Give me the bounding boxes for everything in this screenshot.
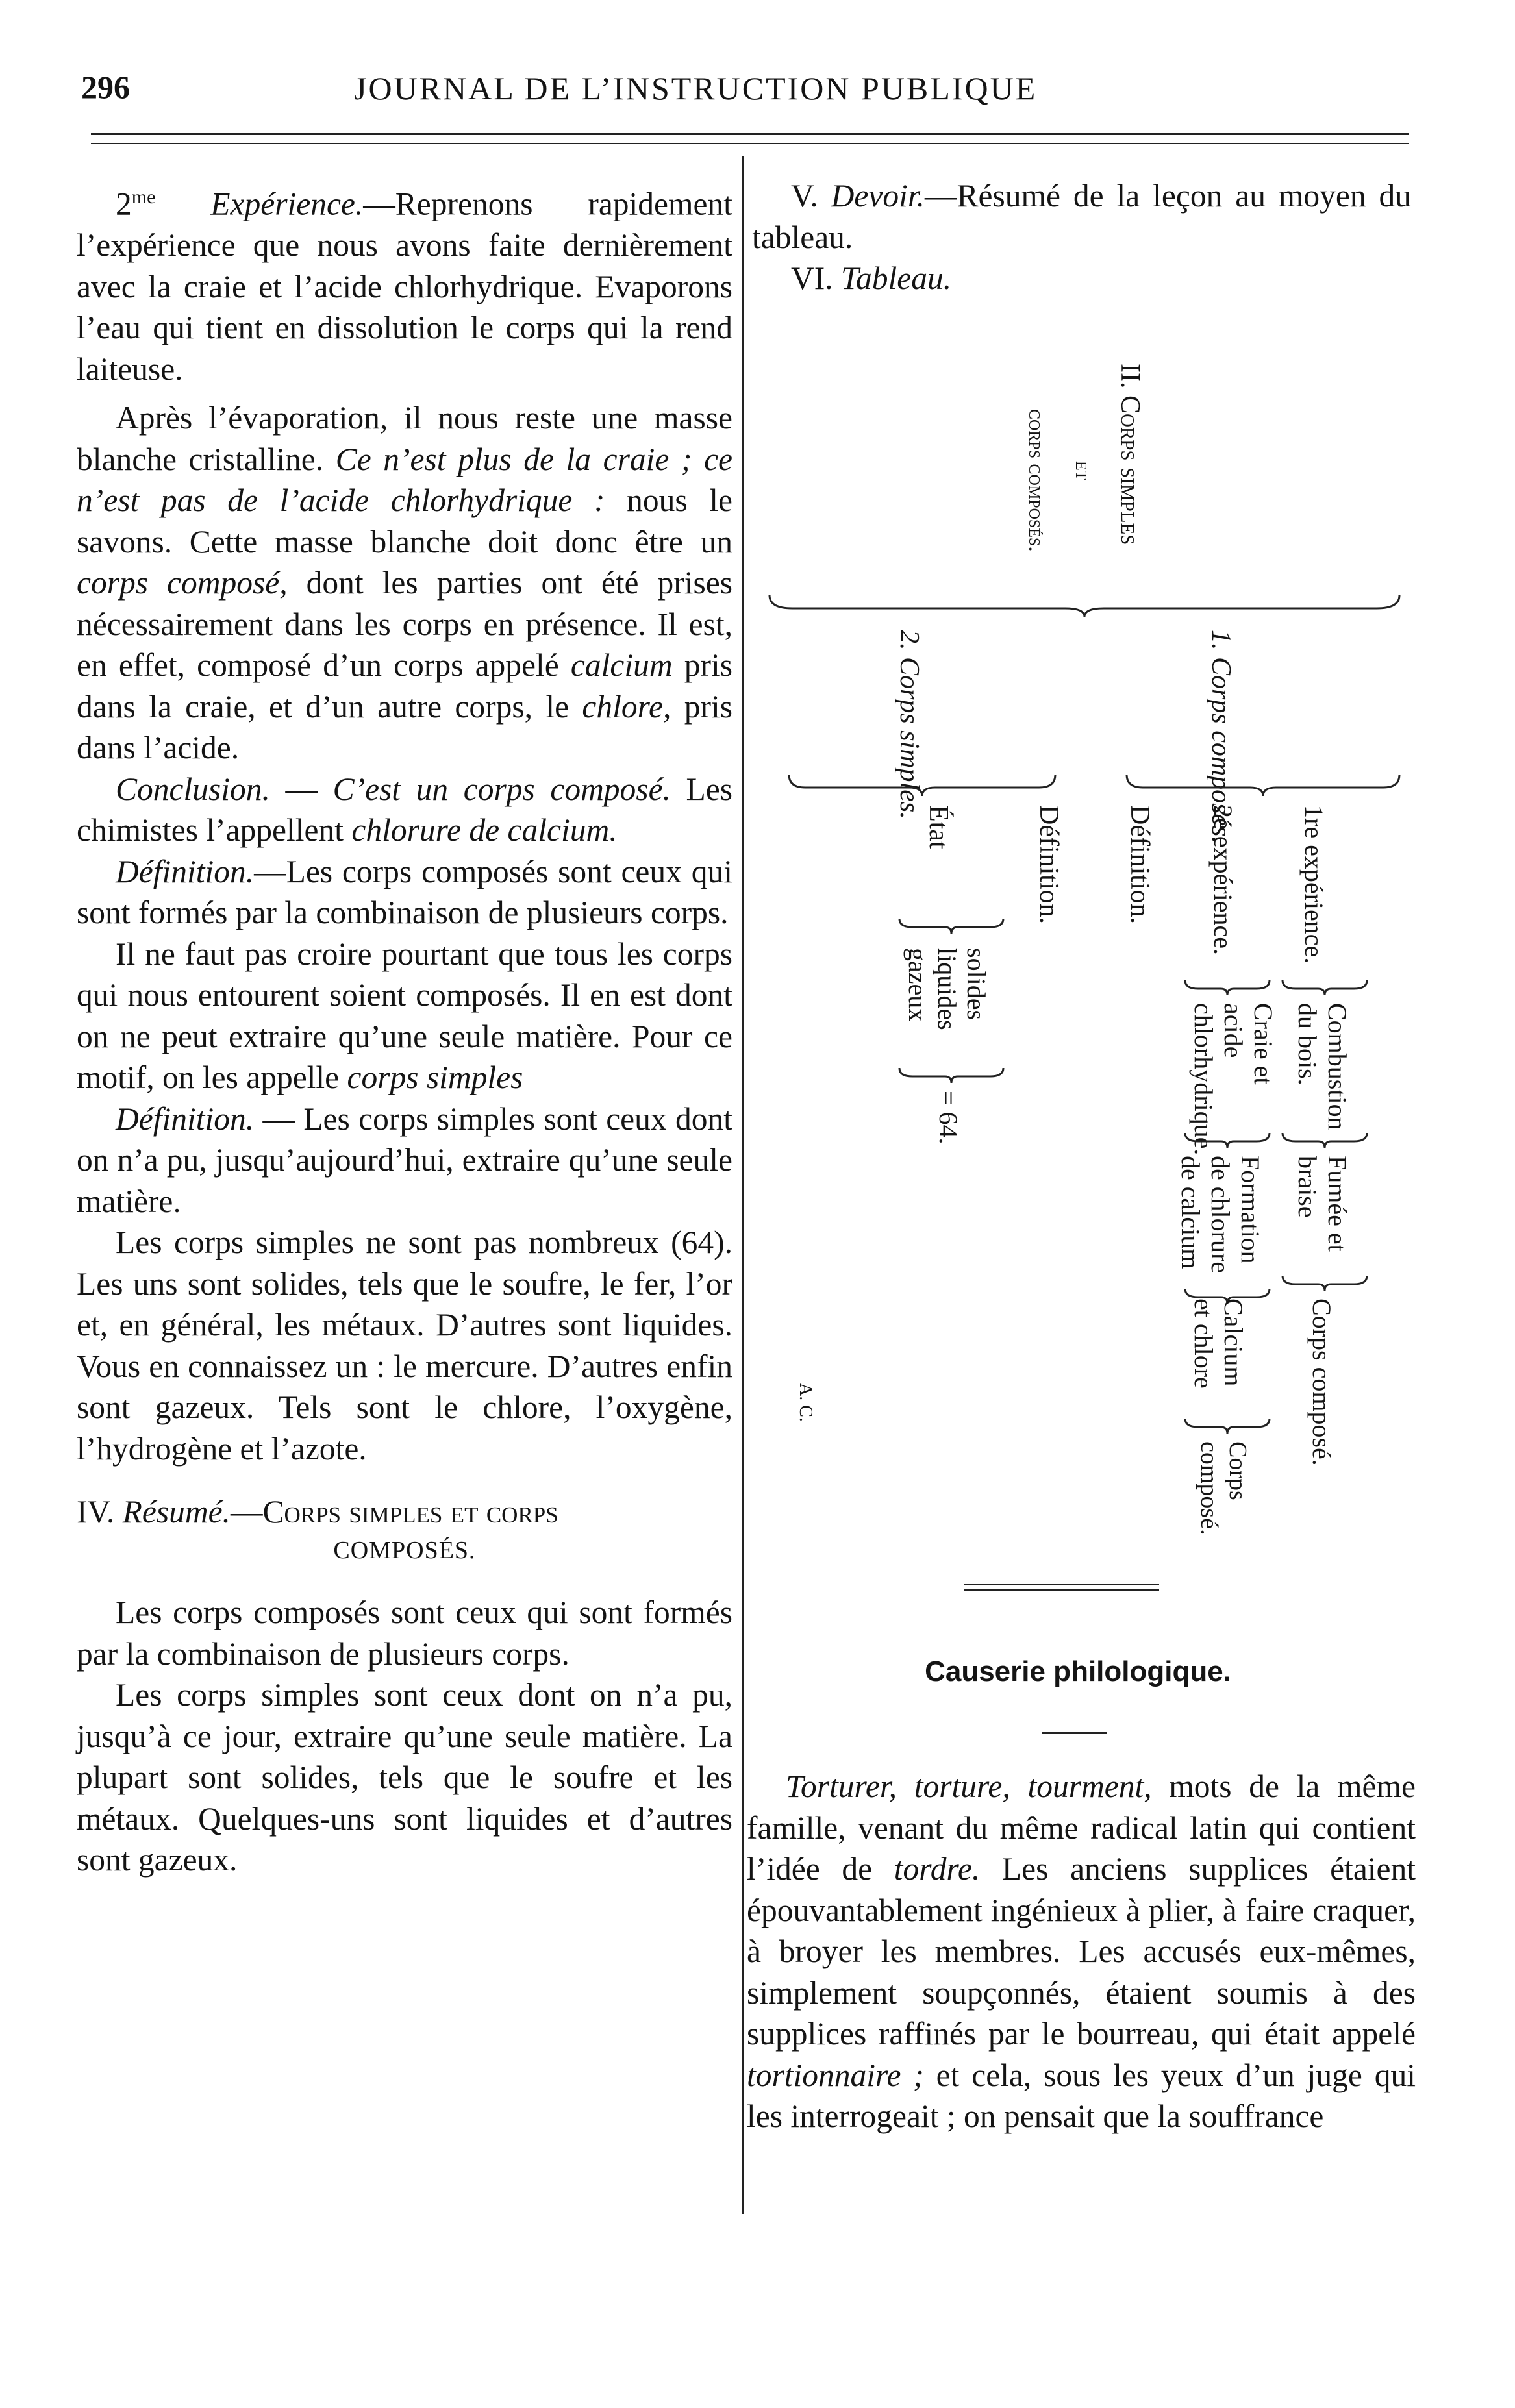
page-number: 296 [81,69,130,105]
experience-label: Expérience. [210,186,364,222]
calcium-brace [1182,1415,1273,1435]
text-run: —Les corps composés sont ceux qui sont formés par la combinaison de plusieurs corps. [77,853,732,930]
text-run-italic: Torturer, torture, tourment, [786,1769,1152,1804]
text-run-italic: Ce n’est plus de la craie ; ce n’est pas de l’acide chlorhydrique : [77,441,733,518]
author-initials: A. C. [795,1383,816,1422]
resume-head: —Corps simples et corps [230,1494,558,1530]
experience-number: 2 [116,186,132,222]
definition-label: Définition. [116,853,255,889]
causerie-title: Causerie philologique. [925,1656,1231,1687]
branch-simples-brace [786,771,1058,797]
nombreux-paragraph [77,1222,732,1469]
text-run-italic: corps composé, [77,565,288,601]
text-run: Il ne faut pas croire pourtant que tous les corps qui nous entourent soient composés. Il en est dont on ne peut extraire qu’une seule matière. Pour ce motif, on les appelle [77,936,732,1095]
text-run: et cela, sous les yeux d’un juge qui les interrogeait ; on pensait que la souffrance [747,2057,1416,2134]
resume-number: IV. [77,1494,115,1530]
definition-composes [77,851,732,934]
resume-composes: Les corps composés sont ceux qui sont formés par la combinaison de plusieurs corps. [77,1595,732,1672]
experience-1: 1re expérience. [1299,805,1329,964]
text-run-italic: corps simples [347,1060,523,1095]
text-run: — Les corps simples sont ceux dont on n’a pu, jusqu’aujourd’hui, extraire qu’une seule matière. [77,1100,733,1219]
text-run-italic: tortionnaire ; [747,2057,924,2093]
fumee-brace [1279,1272,1370,1292]
definition-b: Définition. [1034,805,1064,925]
root-brace [766,592,1403,618]
text-run: mots de la même famille, venant du même radical latin qui contient l’idée de [747,1769,1416,1887]
section-rule [964,1584,1159,1591]
exp1-brace [1279,977,1370,997]
tableau-heading [752,258,1411,299]
causerie-paragraph [747,1766,1416,2137]
experience-text: —Reprenons rapidement l’expérience que nous avons faite dernièrement avec la craie et l’acide chlorhydrique. Evaporons l’eau qui tient en dissolution le corps qui la rend laiteuse. [77,186,732,387]
text-run: — [285,771,318,807]
etat-gazeux: gazeux [903,948,933,1022]
etat-solides: solides [962,948,991,1021]
definition-simples [77,1098,732,1223]
header-rule [91,133,1409,144]
etat-label: État [923,805,953,849]
conclusion-paragraph [77,769,732,851]
experience-paragraph [77,177,732,390]
text-run: Les corps simples ne sont pas nombreux (64). Les uns sont solides, tels que le soufre, le fer, l’or et, en général, les métaux. D’autres sont liquides. Vous en connaissez un : le mercure. D’autres enfin sont gazeux. Tels sont le chlore, l’oxygène, l’hydrogène et l’azote. [77,1224,732,1467]
calcium-et-chlore: Calcium et chlore [1189,1298,1248,1389]
count-64: = 64. [934,1091,963,1145]
exp2-brace [1182,977,1273,997]
right-column-top [752,175,1411,299]
table-root-line1: II. Corps simples [1115,364,1145,545]
text-run: pris dans la craie, et d’un autre corps, le [77,647,733,725]
branch-composes: 1. Corps composés. [1206,630,1236,844]
branch-simples: 2. Corps simples. [894,630,924,819]
etat-liquides: liquides [933,948,962,1030]
tableau-label: Tableau. [840,260,952,296]
devoir-paragraph [752,175,1411,258]
combustion-du-bois: Combustion du bois. [1293,1003,1352,1130]
corps-compose-2: Corps composé. [1196,1441,1251,1535]
causerie-body [747,1766,1416,2137]
conclusion-label: Conclusion. [116,771,270,807]
fumee-et-braise: Fumée et braise [1293,1156,1352,1252]
devoir-label: Devoir. [831,178,925,214]
resume-heading [77,1491,732,1533]
text-run-italic: chlore, [582,688,671,725]
text-run-italic: C’est un corps composé. [332,771,671,807]
running-title: JOURNAL DE L’INSTRUCTION PUBLIQUE [354,70,1038,106]
text-run: Après l’évaporation, il nous reste une masse blanche cristalline. [77,400,732,477]
title-underline [1042,1732,1107,1734]
craie-et-acide: Craie et acide chlorhydrique. [1189,1003,1278,1156]
text-run: Les chimistes l’appellent [77,771,732,848]
text-run: pris dans l’acide. [77,688,732,765]
resume-subheading: COMPOSÉS. [333,1536,476,1564]
definition-label: Définition. [116,1100,255,1137]
experience-superscript: me [131,186,156,208]
column-divider [742,156,744,2214]
text-run: —Résumé de la leçon au moyen du tableau. [752,178,1411,255]
devoir-number: V. [791,178,818,214]
combustion-brace [1279,1130,1370,1149]
etat-values-brace [896,1065,1007,1084]
evaporation-paragraph [77,397,732,769]
tableau-number: VI. [791,260,833,296]
craie-brace [1182,1130,1273,1149]
table-root-line2: et [1071,461,1095,480]
resume-label: Résumé. [122,1494,231,1530]
formation-chlorure: Formation de chlorure de calcium [1176,1156,1265,1274]
text-run-italic: tordre. [894,1851,981,1887]
synoptic-table [747,364,1409,1535]
experience-2: 2e expérience. [1208,805,1238,955]
page-header [81,62,1120,120]
definition-a: Définition. [1125,805,1155,925]
branch-composes-brace [1123,771,1403,797]
text-run: dont les parties ont été prises nécessairement dans les corps en présence. Il est, en effet, composé d’un corps appelé [77,565,733,683]
resume-simples: Les corps simples sont ceux dont on n’a pu, jusqu’à ce jour, extraire qu’une seule matière. La plupart sont solides, tels que le soufre et les métaux. Quelques-uns sont liquides et d’autres sont gazeux. [77,1677,732,1878]
text-run: Les anciens supplices étaient épouvantablement ingénieux à plier, à faire craquer, à broyer les membres. Les accusés eux-mêmes, simplement soupçonnés, étaient soumis à des supplices raffinés par le bourreau, qui était appelé [747,1851,1416,2052]
text-run-italic: calcium [570,647,673,683]
etat-brace [896,915,1007,935]
text-run: nous le savons. Cette masse blanche doit donc être un [77,482,733,560]
table-root-line3: corps composés. [1024,409,1048,552]
corps-compose-1: Corps composé. [1307,1298,1336,1466]
text-run-italic: chlorure de calcium. [351,812,618,848]
left-column [77,177,732,1881]
corps-simples-paragraph [77,934,732,1098]
